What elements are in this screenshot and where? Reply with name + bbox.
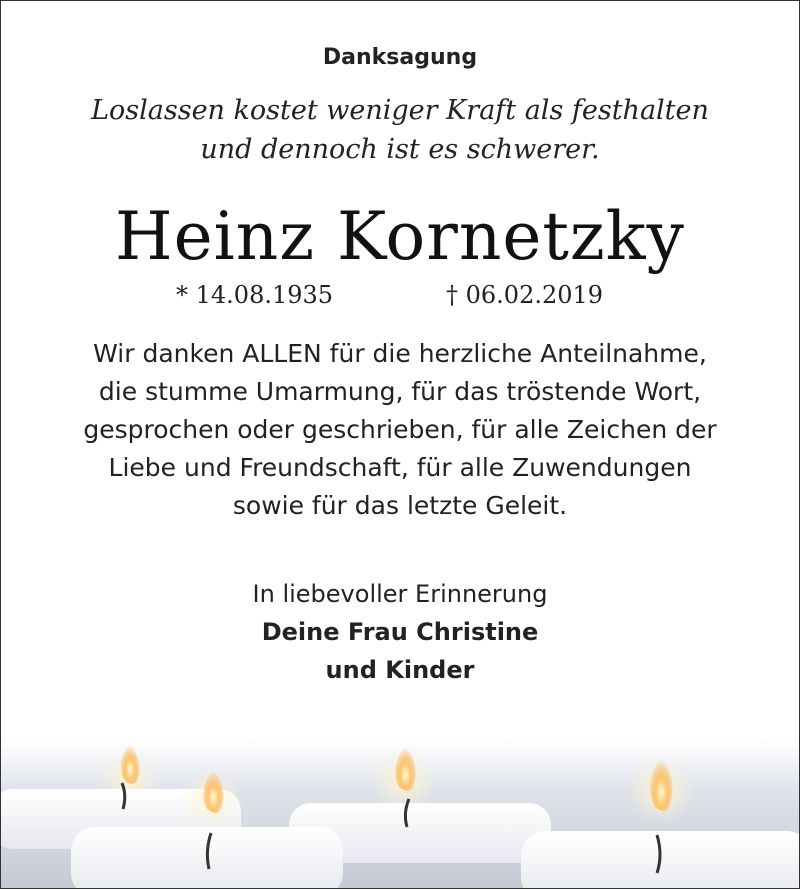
birth-date: * 14.08.1935 bbox=[176, 281, 334, 309]
motto-quote bbox=[1, 91, 799, 169]
death-date: † 06.02.2019 bbox=[446, 281, 604, 309]
thanks-line: Wir danken ALLEN für die herzliche Anteilnahme, bbox=[93, 339, 707, 368]
signoff-intro: In liebevoller Erinnerung bbox=[252, 580, 548, 608]
signoff-name: und Kinder bbox=[325, 656, 475, 684]
candles-image bbox=[1, 739, 799, 888]
notice-heading: Danksagung bbox=[322, 45, 478, 70]
thanks-text bbox=[1, 335, 799, 525]
signoff bbox=[1, 575, 799, 689]
thanks-line: sowie für das letzte Geleit. bbox=[232, 491, 568, 520]
thanks-line: gesprochen oder geschrieben, für alle Zeichen der bbox=[83, 415, 717, 444]
thanks-line: Liebe und Freundschaft, für alle Zuwendungen bbox=[108, 453, 692, 482]
deceased-name: Heinz Kornetzky bbox=[115, 198, 685, 275]
motto-line: und dennoch ist es schwerer. bbox=[200, 134, 600, 165]
motto-line: Loslassen kostet weniger Kraft als festhalten bbox=[91, 95, 709, 126]
signoff-name: Deine Frau Christine bbox=[261, 618, 539, 646]
thanks-line: die stumme Umarmung, für das tröstende Wort, bbox=[98, 377, 702, 406]
